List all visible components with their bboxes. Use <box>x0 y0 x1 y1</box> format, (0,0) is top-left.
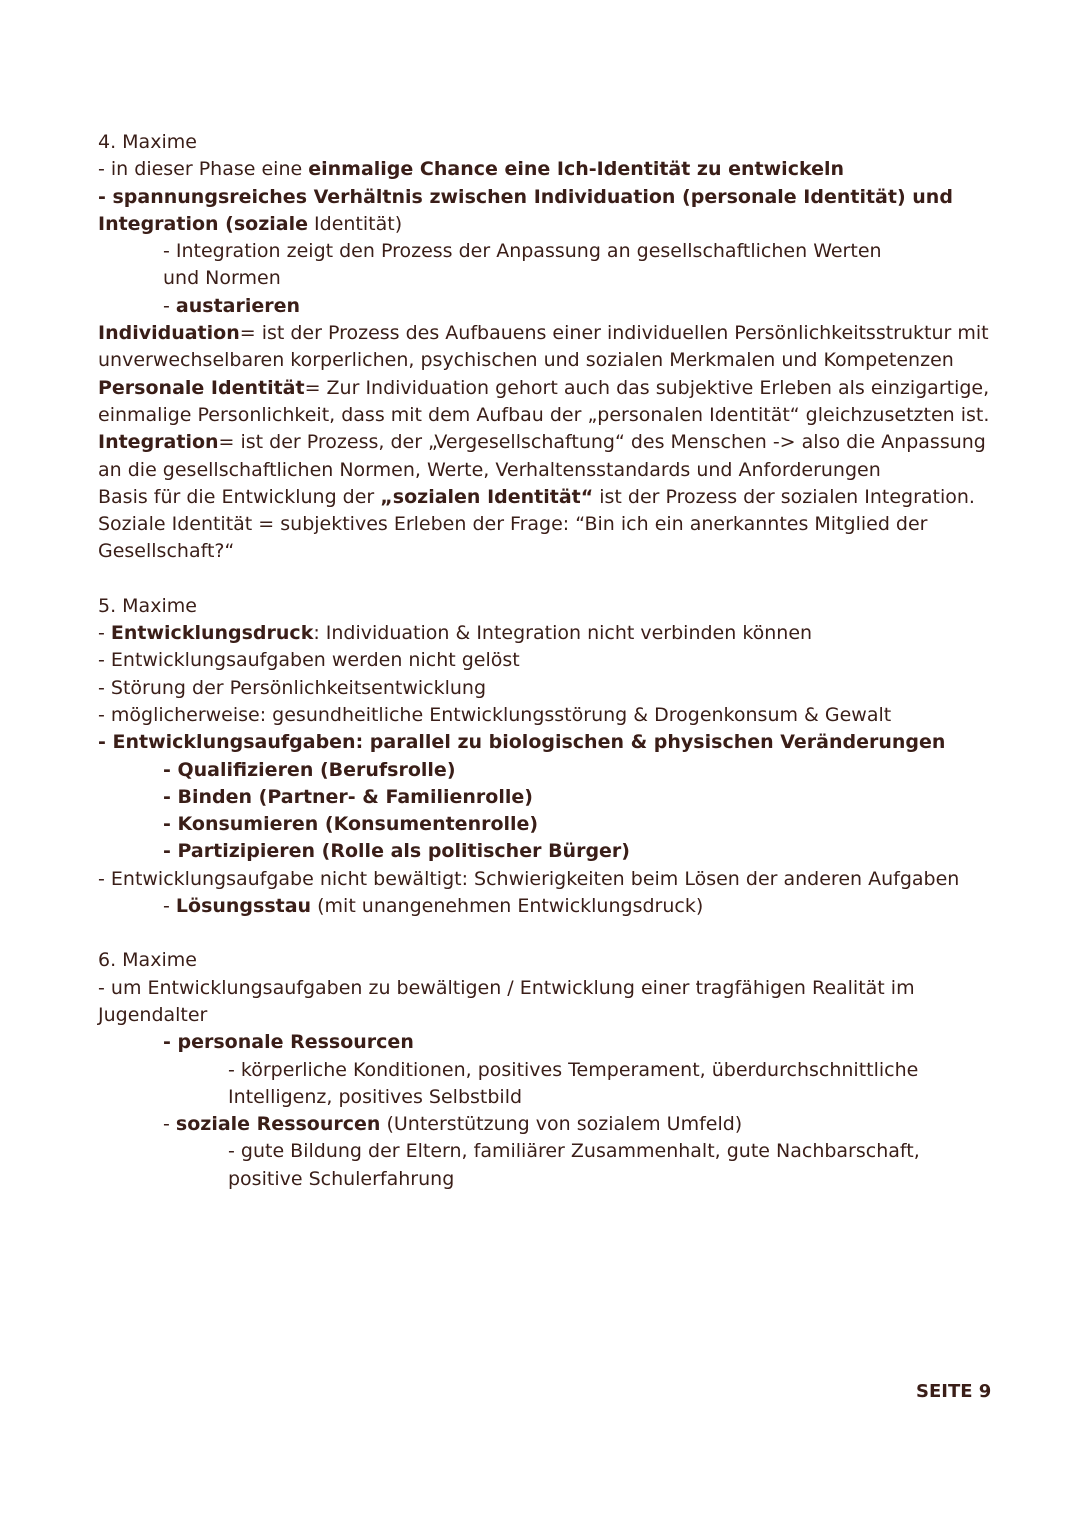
spacer <box>98 566 998 593</box>
spacer <box>98 920 998 947</box>
list-item: - in dieser Phase eine einmalige Chance eine Ich-Identität zu entwickeln <box>98 158 845 181</box>
section-heading-5: 5. Maxime <box>98 594 197 617</box>
list-item: - Entwicklungsaufgaben: parallel zu biologischen & physischen Veränderungen <box>98 731 946 754</box>
list-item: - Entwicklungsaufgabe nicht bewältigt: Schwierigkeiten beim Lösen der anderen Aufgaben <box>98 867 960 890</box>
list-item: - möglicherweise: gesundheitliche Entwicklungsstörung & Drogenkonsum & Gewalt <box>98 703 892 726</box>
sub-sub-list-item: - körperliche Konditionen, positives Temperament, überdurchschnittliche Intelligenz, positives Selbstbild <box>228 1058 919 1108</box>
sub-list-item: - Partizipieren (Rolle als politischer Bürger) <box>163 840 630 863</box>
section-heading-6: 6. Maxime <box>98 949 197 972</box>
sub-list-item: - Qualifizieren (Berufsrolle) <box>163 758 456 781</box>
list-item: - spannungsreiches Verhältnis zwischen Individuation (personale Identität) und Integration (soziale Identität) <box>98 185 953 235</box>
definition-personale-identitaet: Personale Identität= Zur Individuation gehort auch das subjektive Erleben als einzigartige, einmalige Personlichkeit, dass mit dem Aufbau der „personalen Identität“ gleichzusetzten ist. <box>98 376 990 426</box>
list-item: - Entwicklungsaufgaben werden nicht gelöst <box>98 649 520 672</box>
sub-sub-list-item: - gute Bildung der Eltern, familiärer Zusammenhalt, gute Nachbarschaft, positive Schulerfahrung <box>228 1140 920 1190</box>
definition-individuation: Individuation= ist der Prozess des Aufbauens einer individuellen Persönlichkeitsstruktur mit unverwechselbaren korperlichen, psychischen und sozialen Merkmalen und Kompetenzen <box>98 322 989 372</box>
document-page <box>98 129 998 1193</box>
sub-list-item: - soziale Ressourcen (Unterstützung von sozialem Umfeld) <box>163 1113 743 1136</box>
sub-list-item: - Lösungsstau (mit unangenehmen Entwicklungsdruck) <box>163 895 704 918</box>
sub-list-item: - Binden (Partner- & Familienrolle) <box>163 785 533 808</box>
paragraph: Soziale Identität = subjektives Erleben der Frage: “Bin ich ein anerkanntes Mitglied der Gesellschaft?“ <box>98 513 928 563</box>
page-number: SEITE 9 <box>916 1381 992 1402</box>
list-item: - Entwicklungsdruck: Individuation & Integration nicht verbinden können <box>98 622 813 645</box>
list-item: - um Entwicklungsaufgaben zu bewältigen / Entwicklung einer tragfähigen Realität im Jugendalter <box>98 976 915 1026</box>
sub-list-item: - austarieren <box>163 294 301 317</box>
list-item: - Störung der Persönlichkeitsentwicklung <box>98 676 487 699</box>
sub-list-item: - Integration zeigt den Prozess der Anpassung an gesellschaftlichen Werten und Normen <box>163 240 882 290</box>
paragraph: Basis für die Entwicklung der „sozialen Identität“ ist der Prozess der sozialen Integration. <box>98 485 975 508</box>
section-heading-4: 4. Maxime <box>98 131 197 153</box>
definition-integration: Integration= ist der Prozess, der „Vergesellschaftung“ des Menschen -> also die Anpassung an die gesellschaftlichen Normen, Werte, Verhaltensstandards und Anforderungen <box>98 431 986 481</box>
sub-list-item: - personale Ressourcen <box>163 1031 414 1054</box>
sub-list-item: - Konsumieren (Konsumentenrolle) <box>163 813 539 836</box>
